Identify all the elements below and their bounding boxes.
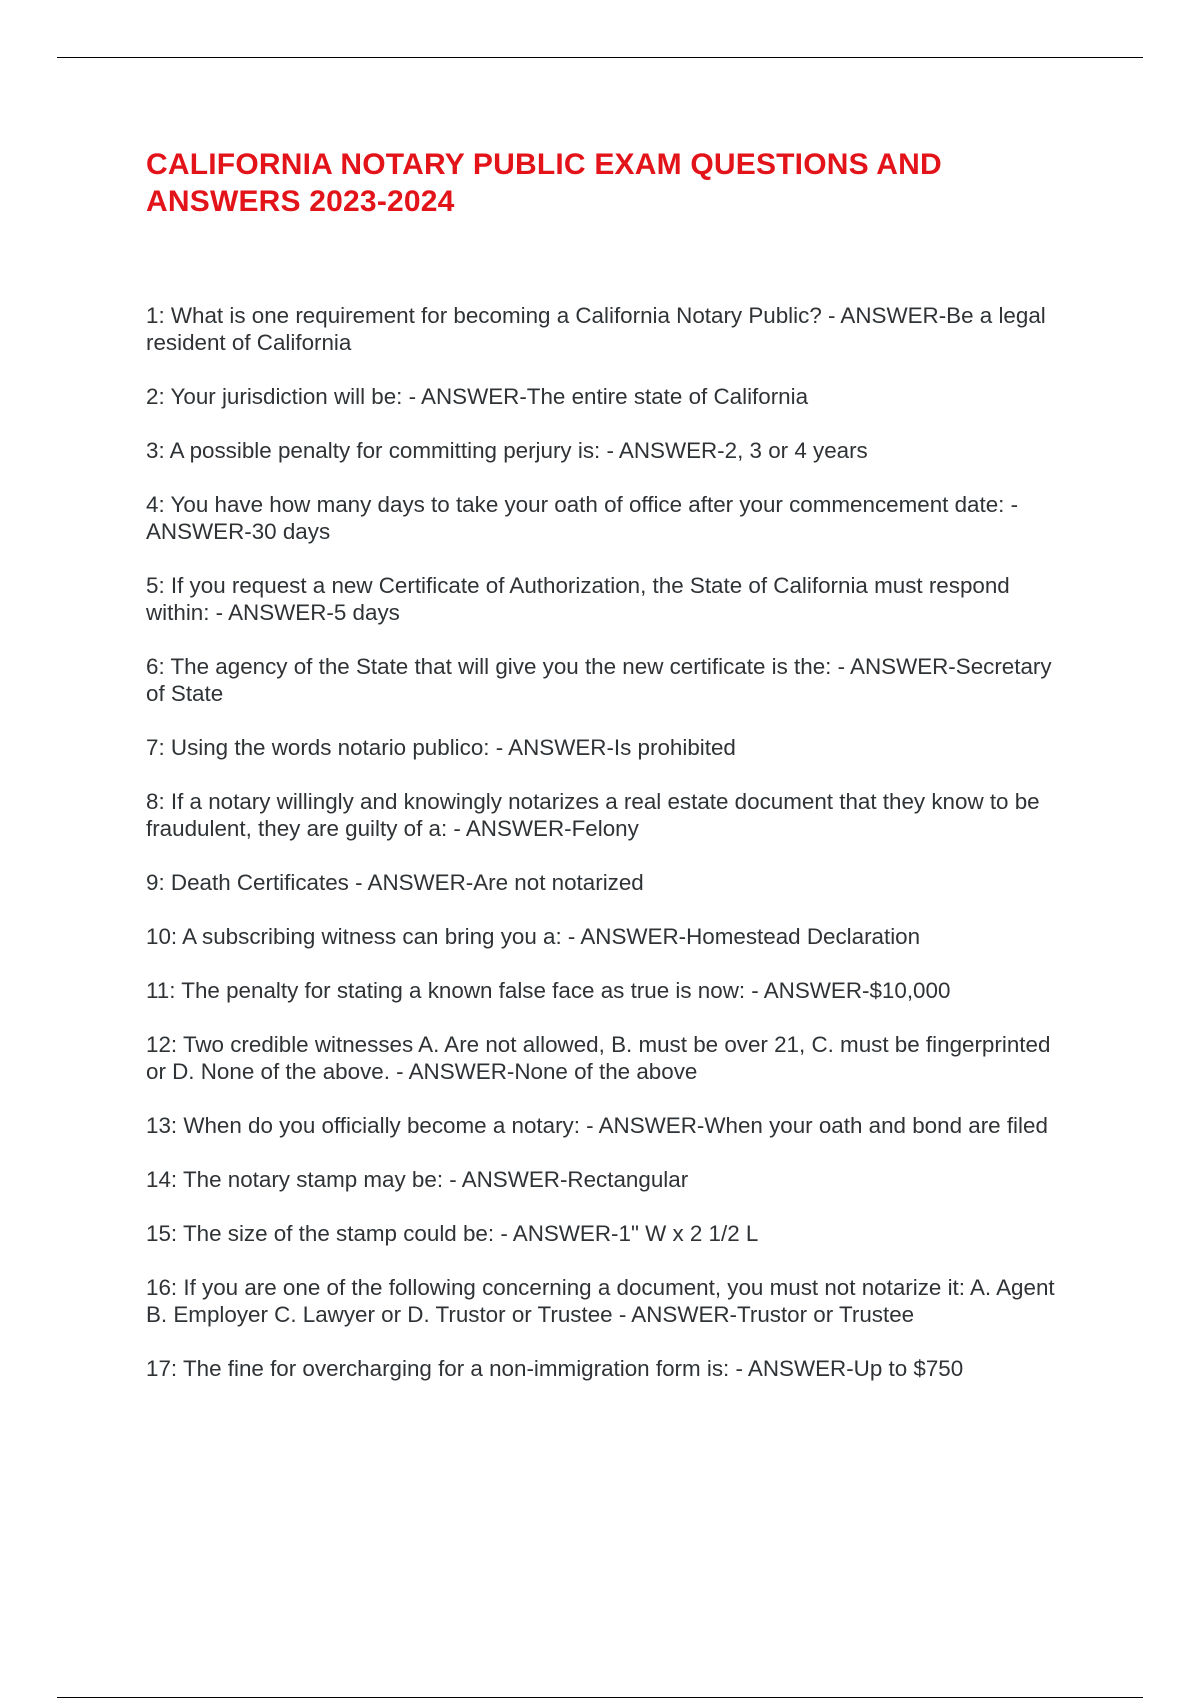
qa-item: 12: Two credible witnesses A. Are not allowed, B. must be over 21, C. must be fingerprinted or D. None of the above. - ANSWER-None of the above [146, 1032, 1051, 1084]
qa-item: 1: What is one requirement for becoming a California Notary Public? - ANSWER-Be a legal resident of California [146, 303, 1046, 355]
document-title: CALIFORNIA NOTARY PUBLIC EXAM QUESTIONS AND ANSWERS 2023-2024 [146, 148, 942, 218]
page-top-rule [57, 57, 1143, 58]
qa-item: 11: The penalty for stating a known false face as true is now: - ANSWER-$10,000 [146, 978, 951, 1003]
qa-item: 5: If you request a new Certificate of Authorization, the State of California must respond within: - ANSWER-5 days [146, 573, 1010, 625]
qa-item: 10: A subscribing witness can bring you a: - ANSWER-Homestead Declaration [146, 924, 921, 949]
qa-item: 16: If you are one of the following concerning a document, you must not notarize it: A. Agent B. Employer C. Lawyer or D. Trustor or Trustee - ANSWER-Trustor or Trustee [146, 1275, 1055, 1327]
qa-item: 15: The size of the stamp could be: - ANSWER-1" W x 2 1/2 L [146, 1221, 759, 1246]
qa-item: 2: Your jurisdiction will be: - ANSWER-The entire state of California [146, 384, 809, 409]
qa-item: 9: Death Certificates - ANSWER-Are not notarized [146, 870, 644, 895]
qa-item: 13: When do you officially become a notary: - ANSWER-When your oath and bond are filed [146, 1113, 1048, 1138]
qa-item: 6: The agency of the State that will give you the new certificate is the: - ANSWER-Secretary of State [146, 654, 1052, 706]
qa-item: 14: The notary stamp may be: - ANSWER-Rectangular [146, 1167, 689, 1192]
qa-item: 3: A possible penalty for committing perjury is: - ANSWER-2, 3 or 4 years [146, 438, 868, 463]
qa-item: 4: You have how many days to take your oath of office after your commencement date: - ANSWER-30 days [146, 492, 1019, 544]
qa-list [146, 302, 1066, 1409]
page-bottom-rule [57, 1697, 1143, 1698]
qa-item: 8: If a notary willingly and knowingly notarizes a real estate document that they know to be fraudulent, they are guilty of a: - ANSWER-Felony [146, 789, 1040, 841]
qa-item: 17: The fine for overcharging for a non-immigration form is: - ANSWER-Up to $750 [146, 1356, 964, 1381]
qa-item: 7: Using the words notario publico: - ANSWER-Is prohibited [146, 735, 736, 760]
